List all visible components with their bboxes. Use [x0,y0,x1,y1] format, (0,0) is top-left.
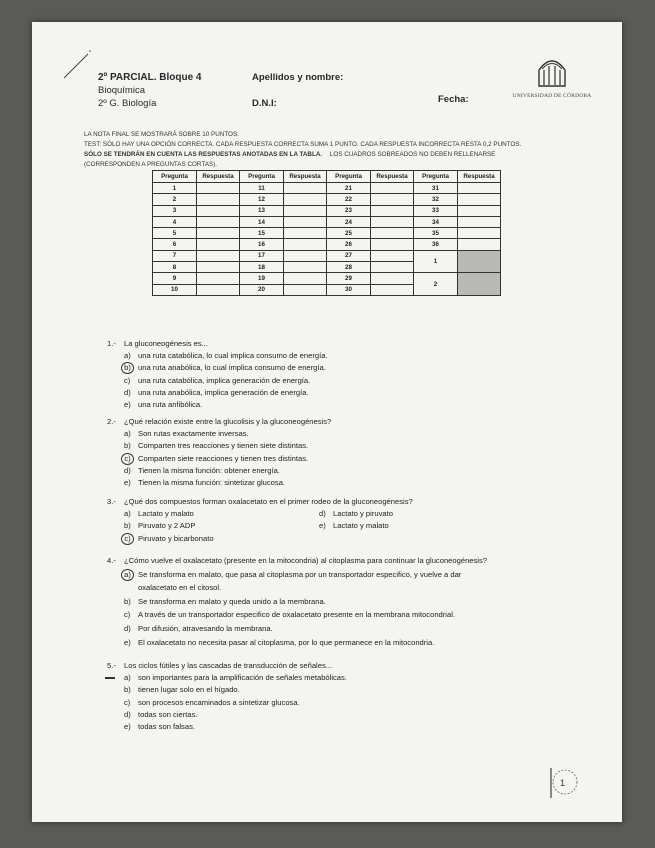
question-number-cell: 25 [327,228,371,239]
exam-sheet [32,22,622,822]
option-text: Se transforma en malato y queda unido a la membrana. [138,596,326,606]
question-number-cell: 20 [240,284,284,295]
answer-cell[interactable] [284,273,327,284]
table-header: Respuesta [458,171,501,183]
table-row [153,183,501,194]
option-text: Comparten tres reacciones y tienen siete distintas. [138,441,309,451]
option-letter: e) [124,637,131,647]
answer-option [319,508,393,520]
answer-cell[interactable] [284,239,327,250]
answer-cell[interactable] [284,216,327,227]
option-text: Tienen la misma función: sintetizar glucosa. [138,478,286,488]
answer-option [107,684,347,696]
question-number-cell: 27 [327,250,371,261]
option-text: todas son falsas. [138,722,195,732]
question-number: 3.- [107,497,116,506]
answer-cell[interactable] [197,205,240,216]
question-number-cell: 1 [414,250,458,273]
instruction-bold: SÓLO SE TENDRÁN EN CUENTA LAS RESPUESTAS ANOTADAS EN LA TABLA. [84,151,323,158]
subject: Bioquímica [98,85,145,96]
option-text: Lactato y malato [138,509,194,519]
question-number-cell: 14 [240,216,284,227]
option-letter: e) [124,722,131,732]
question-number-cell: 16 [240,239,284,250]
table-header: Respuesta [197,171,240,183]
table-header: Respuesta [371,171,414,183]
question-number-cell: 24 [327,216,371,227]
question-text: Los ciclos fútiles y las cascadas de transducción de señales... [124,661,333,670]
answer-cell[interactable] [371,284,414,295]
question-number-cell: 23 [327,205,371,216]
table-header: Pregunta [327,171,371,183]
option-letter: d) [124,465,131,475]
answer-cell[interactable] [371,183,414,194]
answer-option [107,428,331,440]
option-letter: a) [124,673,131,683]
answer-cell[interactable] [197,239,240,250]
instruction-line [84,150,594,160]
option-text: son procesos encaminados a sintetizar glucosa. [138,697,300,707]
question-stem [107,416,331,428]
question-number-cell: 8 [153,262,197,273]
instruction-line: TEST: SÓLO HAY UNA OPCIÓN CORRECTA. CADA RESPUESTA CORRECTA SUMA 1 PUNTO. CADA RESPUESTA INCORRECTA RESTA 0,2 PUNTOS. [84,141,522,148]
question-number-cell: 29 [327,273,371,284]
option-text: son importantes para la amplificación de señales metabólicas. [138,673,347,683]
option-letter: c) [124,697,131,707]
answer-cell[interactable] [284,205,327,216]
handwritten-dash-mark [105,677,115,679]
question-text: La gluconeogénesis es... [124,339,209,348]
answer-cell[interactable] [458,216,501,227]
question-stem [107,496,413,508]
option-letter: c) [121,533,134,545]
answer-option [107,595,487,609]
option-row [107,520,413,532]
answer-cell[interactable] [284,183,327,194]
option-letter: c) [124,610,131,620]
question-number-cell: 21 [327,183,371,194]
option-letter: a) [121,569,134,581]
question-number-cell: 26 [327,239,371,250]
pen-stroke-mark [62,50,92,80]
answer-option [107,399,328,411]
question-3 [107,496,413,545]
answer-cell[interactable] [371,262,414,273]
question-number-cell: 12 [240,194,284,205]
question-number: 4.- [107,556,116,565]
question-number-cell: 2 [414,273,458,296]
option-text: una ruta catabólica, implica generación de energía. [138,375,311,385]
option-letter: d) [124,387,131,397]
table-row [153,239,501,250]
question-number-cell: 2 [153,194,197,205]
answer-cell[interactable] [371,228,414,239]
dni-label: D.N.I: [252,98,277,109]
answer-option [107,453,331,465]
answer-option [107,533,413,545]
answer-cell[interactable] [197,250,240,261]
option-letter: b) [124,596,131,606]
question-text: ¿Cómo vuelve el oxalacetato (presente en la mitocondria) al citoplasma para continuar la gluconeogénesis? [124,556,488,565]
date-label: Fecha: [438,94,469,105]
exam-title: 2º PARCIAL. Bloque 4 [98,72,202,83]
question-number-cell: 11 [240,183,284,194]
answer-cell[interactable] [371,205,414,216]
option-text: todas son ciertas. [138,709,198,719]
option-row [107,533,413,545]
question-number-cell: 1 [153,183,197,194]
answer-cell[interactable] [284,228,327,239]
answer-option [107,709,347,721]
university-emblem-icon [535,56,569,88]
answer-cell[interactable] [371,250,414,261]
table-header: Respuesta [284,171,327,183]
question-number-cell: 22 [327,194,371,205]
answer-option [107,375,328,387]
answer-cell[interactable] [284,262,327,273]
answer-cell[interactable] [284,284,327,295]
question-stem [107,338,328,350]
answer-option [107,672,347,684]
answer-table [152,170,501,296]
question-stem [107,660,347,672]
option-text: Piruvato y bicarbonato [138,533,214,543]
option-letter: c) [121,453,134,465]
answer-option [107,477,331,489]
instruction-line: (CORRESPONDEN A PREGUNTAS CORTAS). [84,161,217,168]
question-number: 1.- [107,339,116,348]
option-letter: d) [124,623,131,633]
table-header: Pregunta [414,171,458,183]
answer-cell[interactable] [284,250,327,261]
university-logo [512,56,592,99]
university-name: UNIVERSIDAD DE CÓRDOBA [512,93,592,99]
option-letter: d) [319,509,326,519]
option-letter: a) [124,509,131,519]
instructions [84,130,594,170]
option-text-continued: oxalacetato en el citosol. [138,583,222,593]
answer-option [107,636,487,650]
option-row [107,508,413,520]
answer-cell[interactable] [458,239,501,250]
answer-cell[interactable] [458,228,501,239]
question-number-cell: 6 [153,239,197,250]
question-number-cell: 15 [240,228,284,239]
option-letter: c) [124,375,131,385]
answer-option [107,697,347,709]
shaded-cell [458,273,501,296]
question-number-cell: 5 [153,228,197,239]
option-letter: b) [124,521,131,531]
answer-cell[interactable] [371,239,414,250]
question-number-cell: 9 [153,273,197,284]
answer-option [107,465,331,477]
option-text: tienen lugar solo en el hígado. [138,685,240,695]
question-number-cell: 28 [327,262,371,273]
answer-cell[interactable] [197,273,240,284]
option-text: A través de un transportador especifico de oxalacetato presente en la membrana mitocondrial. [138,610,456,620]
question-number-cell: 3 [153,205,197,216]
answer-option [107,608,487,622]
option-text: una ruta anabólica, lo cual implica consumo de energía. [138,363,326,373]
table-row [153,250,501,261]
instruction-text: LOS CUADROS SOBREADOS NO DEBEN RELLENARSE [329,151,496,158]
option-text: Por difusión, atravesando la membrana. [138,623,273,633]
question-number-cell: 36 [414,239,458,250]
question-number-cell: 13 [240,205,284,216]
answer-option [107,568,487,582]
option-text: Tienen la misma función: obtener energía. [138,465,280,475]
question-number-cell: 31 [414,183,458,194]
answer-cell[interactable] [458,183,501,194]
answer-cell[interactable] [197,216,240,227]
table-header: Pregunta [153,171,197,183]
question-stem [107,554,487,568]
table-row [153,228,501,239]
question-number-cell: 35 [414,228,458,239]
option-letter: e) [319,521,326,531]
option-letter: b) [124,441,131,451]
answer-option [107,440,331,452]
instruction-line: LA NOTA FINAL SE MOSTRARÁ SOBRE 10 PUNTOS. [84,131,239,138]
table-row [153,194,501,205]
answer-option [107,362,328,374]
shaded-cell [458,250,501,273]
question-number-cell: 4 [153,216,197,227]
answer-cell[interactable] [458,205,501,216]
question-number: 2.- [107,417,116,426]
answer-option [319,520,389,532]
option-letter: d) [124,709,131,719]
question-number-cell: 10 [153,284,197,295]
answer-cell[interactable] [197,228,240,239]
question-4 [107,554,487,649]
question-number-cell: 32 [414,194,458,205]
answer-cell[interactable] [197,262,240,273]
question-number: 5.- [107,661,116,670]
name-label: Apellidos y nombre: [252,72,344,83]
answer-cell[interactable] [284,194,327,205]
option-text: una ruta anabólica, implica generación de energía. [138,387,309,397]
answer-cell[interactable] [371,194,414,205]
answer-cell[interactable] [197,284,240,295]
table-header: Pregunta [240,171,284,183]
option-letter: b) [121,362,134,374]
answer-option [107,622,487,636]
option-text: una ruta catabólica, lo cual implica consumo de energía. [138,351,328,361]
option-text: Comparten siete reacciones y tienen tres distintas. [138,453,309,463]
answer-cell[interactable] [371,216,414,227]
question-number-cell: 7 [153,250,197,261]
option-text: Lactato y malato [333,521,389,531]
question-number-cell: 30 [327,284,371,295]
table-row [153,216,501,227]
option-text: una ruta anfibólica. [138,400,203,410]
question-text: ¿Qué relación existe entre la glucolisis y la gluconeogénesis? [124,417,332,426]
option-text: El oxalacetato no necesita pasar al citoplasma, por lo que permanece en la mitocondria. [138,637,435,647]
answer-option [107,721,347,733]
question-number-cell: 33 [414,205,458,216]
question-1 [107,338,328,411]
course: 2º G. Biología [98,98,157,109]
option-text: Lactato y piruvato [333,509,393,519]
option-text: Son rutas exactamente inversas. [138,429,249,439]
answer-option [107,350,328,362]
question-number-cell: 34 [414,216,458,227]
option-text: Se transforma en malato, que pasa al citoplasma por un transportador especifico, y vuelve a dar [138,569,462,579]
question-2 [107,416,331,489]
question-text: ¿Qué dos compuestos forman oxalacetato en el primer rodeo de la gluconeogénesis? [124,497,413,506]
table-row [153,205,501,216]
answer-cell[interactable] [458,194,501,205]
question-number-cell: 17 [240,250,284,261]
question-5 [107,660,347,733]
option-letter: a) [124,351,131,361]
answer-cell[interactable] [371,273,414,284]
table-row [153,273,501,284]
option-letter: a) [124,429,131,439]
option-letter: b) [124,685,131,695]
question-number-cell: 19 [240,273,284,284]
question-number-cell: 18 [240,262,284,273]
answer-cell[interactable] [197,194,240,205]
option-letter: e) [124,478,131,488]
answer-option [107,387,328,399]
option-text: Piruvato y 2 ADP [138,521,196,531]
page-number: 1 [560,778,566,788]
answer-cell[interactable] [197,183,240,194]
option-letter: e) [124,400,131,410]
